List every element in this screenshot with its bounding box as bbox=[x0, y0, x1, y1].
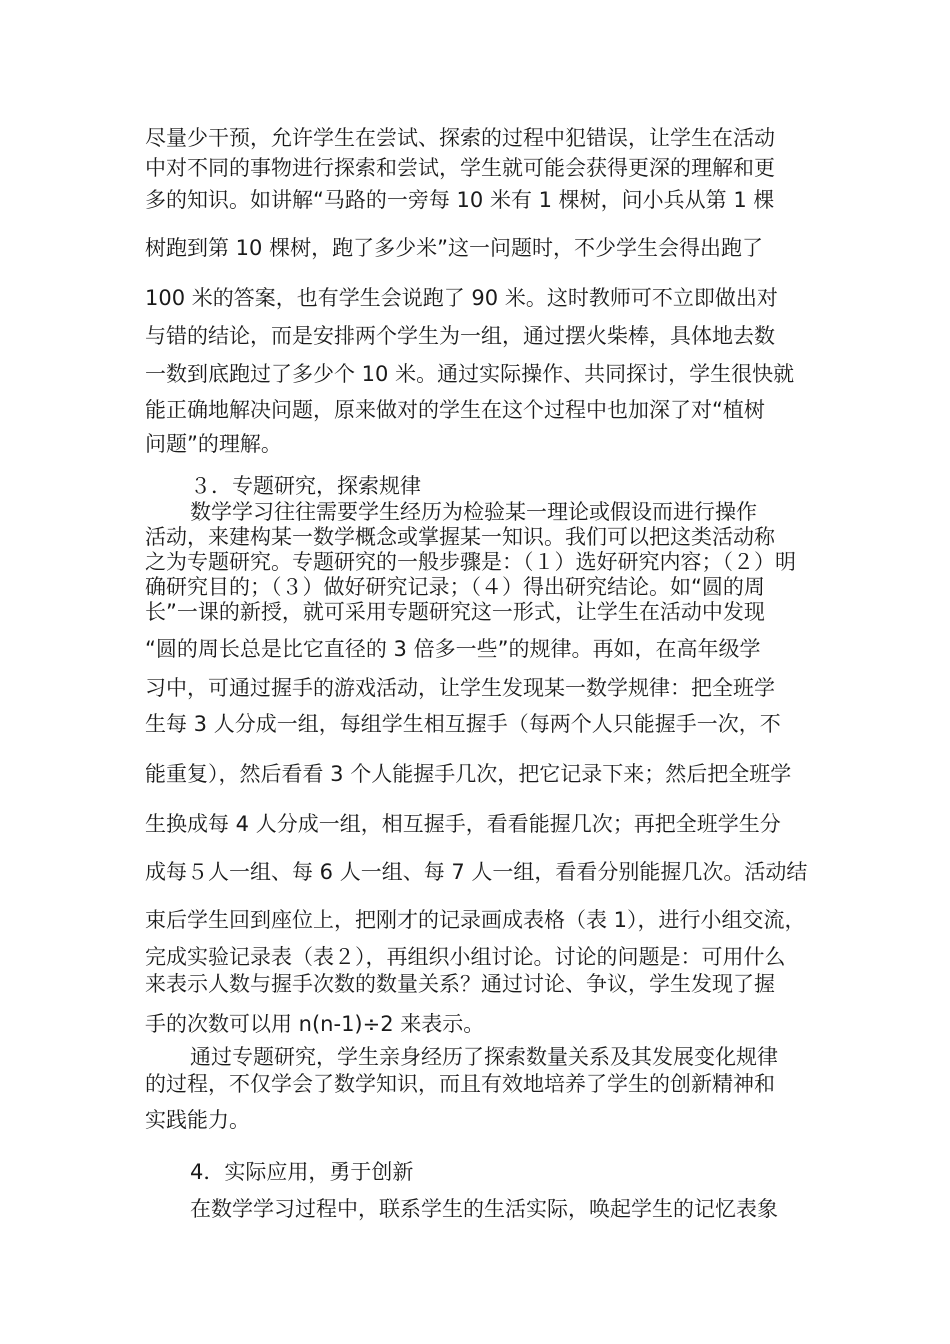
text-line: 尽量少干预，允许学生在尝试、探索的过程中犯错误，让学生在活动 bbox=[145, 126, 775, 150]
text-line: 实践能力。 bbox=[145, 1108, 250, 1132]
text-line: 活动，来建构某一数学概念或掌握某一知识。我们可以把这类活动称 bbox=[145, 525, 775, 549]
text-line: 束后学生回到座位上，把刚才的记录画成表格（表 1），进行小组交流， bbox=[145, 908, 806, 932]
section-heading: 4．实际应用，勇于创新 bbox=[190, 1160, 414, 1184]
text-line: 能正确地解决问题，原来做对的学生在这个过程中也加深了对“植树 bbox=[145, 398, 765, 422]
text-line: 通过专题研究，学生亲身经历了探索数量关系及其发展变化规律 bbox=[190, 1045, 778, 1069]
text-line: 来表示人数与握手次数的数量关系？通过讨论、争议，学生发现了握 bbox=[145, 972, 775, 996]
text-line: 手的次数可以用 n(n-1)÷2 来表示。 bbox=[145, 1012, 485, 1036]
text-line: “圆的周长总是比它直径的 3 倍多一些”的规律。再如，在高年级学 bbox=[145, 637, 761, 661]
text-line: 长”一课的新授，就可采用专题研究这一形式，让学生在活动中发现 bbox=[145, 600, 765, 624]
text-line: 生每 3 人分成一组，每组学生相互握手（每两个人只能握手一次，不 bbox=[145, 712, 781, 736]
text-line: 成每５人一组、每 6 人一组、每 7 人一组，看看分别能握几次。活动结 bbox=[145, 860, 808, 884]
text-line: 树跑到第 10 棵树，跑了多少米”这一问题时，不少学生会得出跑了 bbox=[145, 236, 763, 260]
text-line: 问题”的理解。 bbox=[145, 432, 282, 456]
text-line: 的过程，不仅学会了数学知识，而且有效地培养了学生的创新精神和 bbox=[145, 1072, 775, 1096]
text-line: 在数学学习过程中，联系学生的生活实际，唤起学生的记忆表象 bbox=[190, 1197, 778, 1221]
text-line: 之为专题研究。专题研究的一般步骤是：（１）选好研究内容；（２）明 bbox=[145, 550, 796, 574]
text-line: 中对不同的事物进行探索和尝试，学生就可能会获得更深的理解和更 bbox=[145, 156, 775, 180]
text-line: 100 米的答案，也有学生会说跑了 90 米。这时教师可不立即做出对 bbox=[145, 286, 778, 310]
section-heading: ３．专题研究，探索规律 bbox=[190, 474, 421, 498]
text-line: 一数到底跑过了多少个 10 米。通过实际操作、共同探讨，学生很快就 bbox=[145, 362, 795, 386]
text-line: 习中，可通过握手的游戏活动，让学生发现某一数学规律：把全班学 bbox=[145, 676, 775, 700]
text-line: 完成实验记录表（表２），再组织小组讨论。讨论的问题是：可用什么 bbox=[145, 945, 786, 969]
text-line: 与错的结论，而是安排两个学生为一组，通过摆火柴棒，具体地去数 bbox=[145, 324, 775, 348]
text-line: 多的知识。如讲解“马路的一旁每 10 米有 1 棵树，问小兵从第 1 棵 bbox=[145, 188, 775, 212]
text-line: 能重复），然后看看 3 个人能握手几次，把它记录下来；然后把全班学 bbox=[145, 762, 792, 786]
text-line: 确研究目的；（３）做好研究记录；（４）得出研究结论。如“圆的周 bbox=[145, 575, 765, 599]
text-line: 生换成每 4 人分成一组，相互握手，看看能握几次；再把全班学生分 bbox=[145, 812, 781, 836]
text-line: 数学学习往往需要学生经历为检验某一理论或假设而进行操作 bbox=[190, 500, 757, 524]
